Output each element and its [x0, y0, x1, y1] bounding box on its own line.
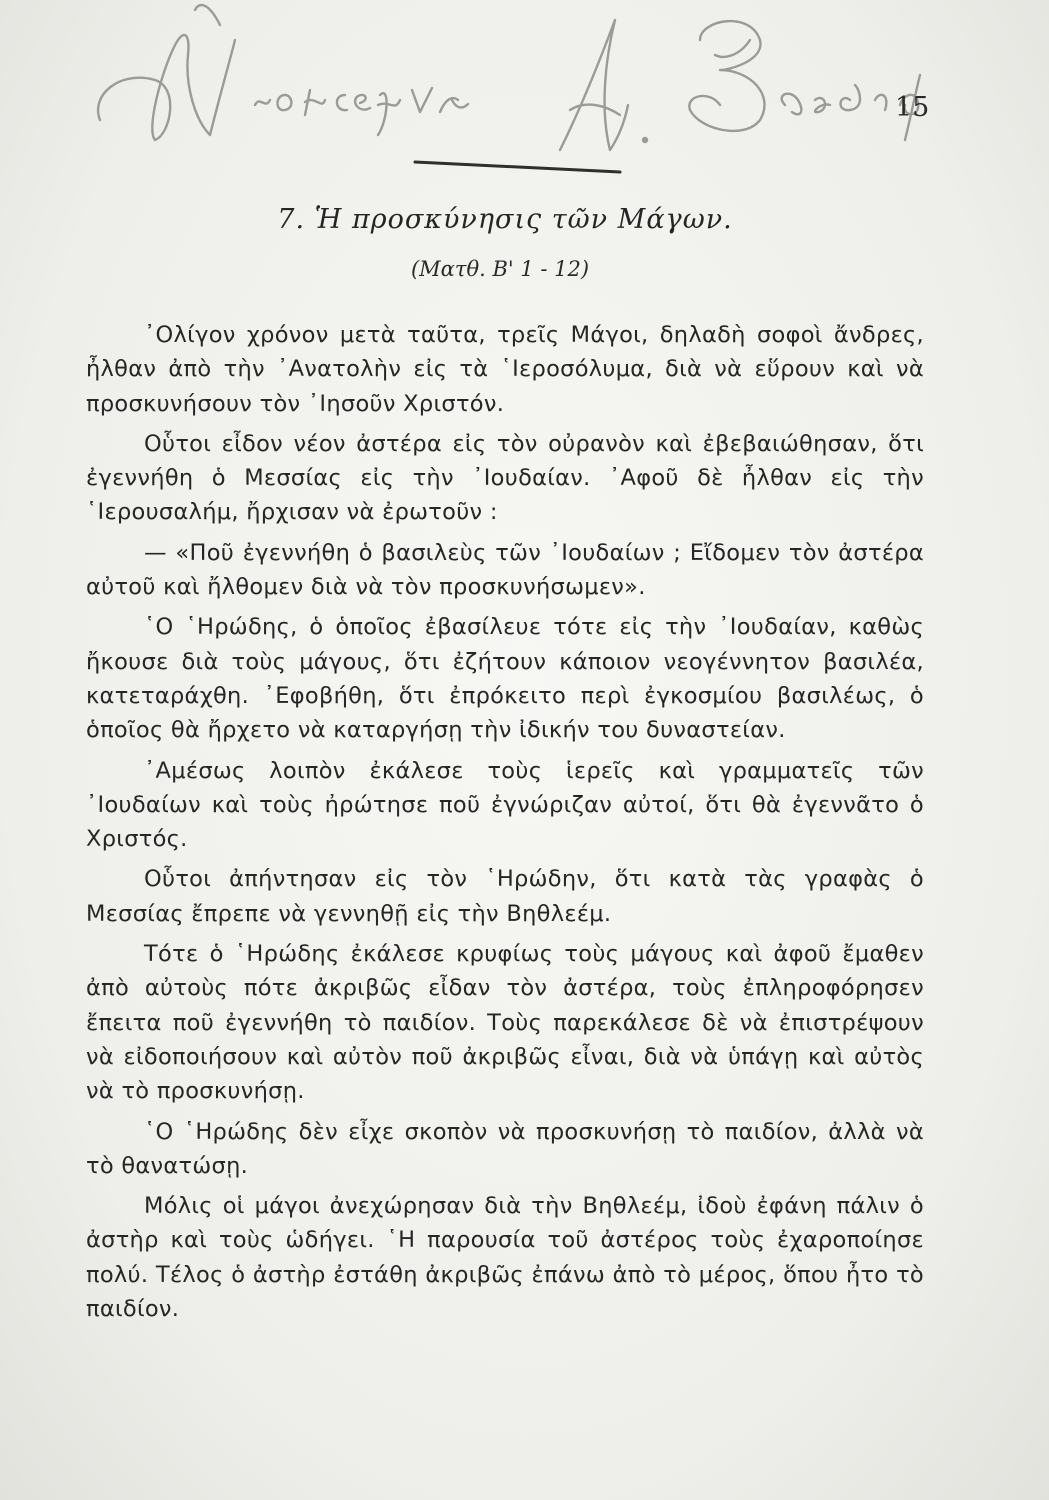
handwritten-signature — [60, 0, 940, 190]
paragraph: ᾿Αμέσως λοιπὸν ἐκάλεσε τοὺς ἱερεῖς καὶ γραμματεῖς τῶν ᾿Ιουδαίων καὶ τοὺς ἠρώτησε ποῦ ἐγνώριζαν αὐτοί, ὅτι θὰ ἐγεννᾶτο ὁ Χριστός. — [86, 757, 924, 853]
paragraph: Οὗτοι ἀπήντησαν εἰς τὸν ῾Ηρώδην, ὅτι κατὰ τὰς γραφὰς ὁ Μεσσίας ἔπρεπε νὰ γεννηθῇ εἰς τὴν Βηθλεέμ. — [86, 866, 924, 927]
chapter-reference: (Ματθ. Β' 1 - 12) — [410, 257, 590, 281]
paragraph: ῾Ο ῾Ηρώδης, ὁ ὁποῖος ἐβασίλευε τότε εἰς τὴν ᾿Ιουδαίαν, καθὼς ἤκουσε διὰ τοὺς μάγους, ὅτι ἐζήτουν κάποιον νεογέννητον βασιλέα, κατεταράχθη. ᾿Εφοβήθη, ὅτι ἐπρόκειτο περὶ ἐγκοσμίου βασιλέως, ὁ ὁποῖος θὰ ἤρχετο νὰ καταργήσῃ τὴν ἰδικήν του δυναστείαν. — [86, 614, 924, 744]
paragraph-dialogue: — «Ποῦ ἐγεννήθη ὁ βασιλεὺς τῶν ᾿Ιουδαίων ; Εἴδομεν τὸν ἀστέρα αὐτοῦ καὶ ἤλθομεν διὰ νὰ τὸν προσκυνήσωμεν». — [86, 539, 924, 601]
paragraph: Μόλις οἱ μάγοι ἀνεχώρησαν διὰ τὴν Βηθλεέμ, ἰδοὺ ἐφάνη πάλιν ὁ ἀστὴρ καὶ τοὺς ὡδήγει. ῾Η παρουσία τοῦ ἀστέρος τοὺς ἐχαροποίησε πολύ. Τέλος ὁ ἀστὴρ ἐστάθη ἀκριβῶς ἐπάνω ἀπὸ τὸ μέρος, ὅπου ἦτο τὸ παιδίον. — [86, 1193, 924, 1323]
chapter-title: 7. Ἡ προσκύνησις τῶν Μάγων. — [277, 204, 733, 235]
paragraph: Οὗτοι εἶδον νέον ἀστέρα εἰς τὸν οὐρανὸν καὶ ἐβεβαιώθησαν, ὅτι ἐγεννήθη ὁ Μεσσίας εἰς τὴν ᾿Ιουδαίαν. ᾿Αφοῦ δὲ ἦλθαν εἰς τὴν ῾Ιερουσαλήμ, ἤρχισαν νὰ ἐρωτοῦν : — [86, 430, 924, 526]
paragraph: Τότε ὁ ῾Ηρώδης ἐκάλεσε κρυφίως τοὺς μάγους καὶ ἀφοῦ ἔμαθεν ἀπὸ αὐτοὺς πότε ἀκριβῶς εἶδαν τὸν ἀστέρα, τοὺς ἐπληροφόρησεν ἔπειτα ποῦ ἐγεννήθη τὸ παιδίον. Τοὺς παρεκάλεσε δὲ νὰ ἐπιστρέψουν νὰ εἰδοποιήσουν καὶ αὐτὸν ποῦ ἀκριβῶς εἶναι, διὰ νὰ ὑπάγῃ καὶ αὐτὸς νὰ τὸ προσκυνήσῃ. — [86, 941, 924, 1105]
page-number: 15 — [895, 92, 930, 123]
paragraph: ᾿Ολίγον χρόνον μετὰ ταῦτα, τρεῖς Μάγοι, δηλαδὴ σοφοὶ ἄνδρες, ἦλθαν ἀπὸ τὴν ᾿Ανατολὴν εἰς τὰ ῾Ιεροσόλυμα, διὰ νὰ εὕρουν καὶ νὰ προσκυνήσουν τὸν ᾿Ιησοῦν Χριστόν. — [86, 322, 924, 417]
body-text — [86, 318, 924, 1332]
paragraph: ῾Ο ῾Ηρώδης δὲν εἶχε σκοπὸν νὰ προσκυνήσῃ τὸ παιδίον, ἀλλὰ νὰ τὸ θανατώσῃ. — [86, 1118, 924, 1179]
